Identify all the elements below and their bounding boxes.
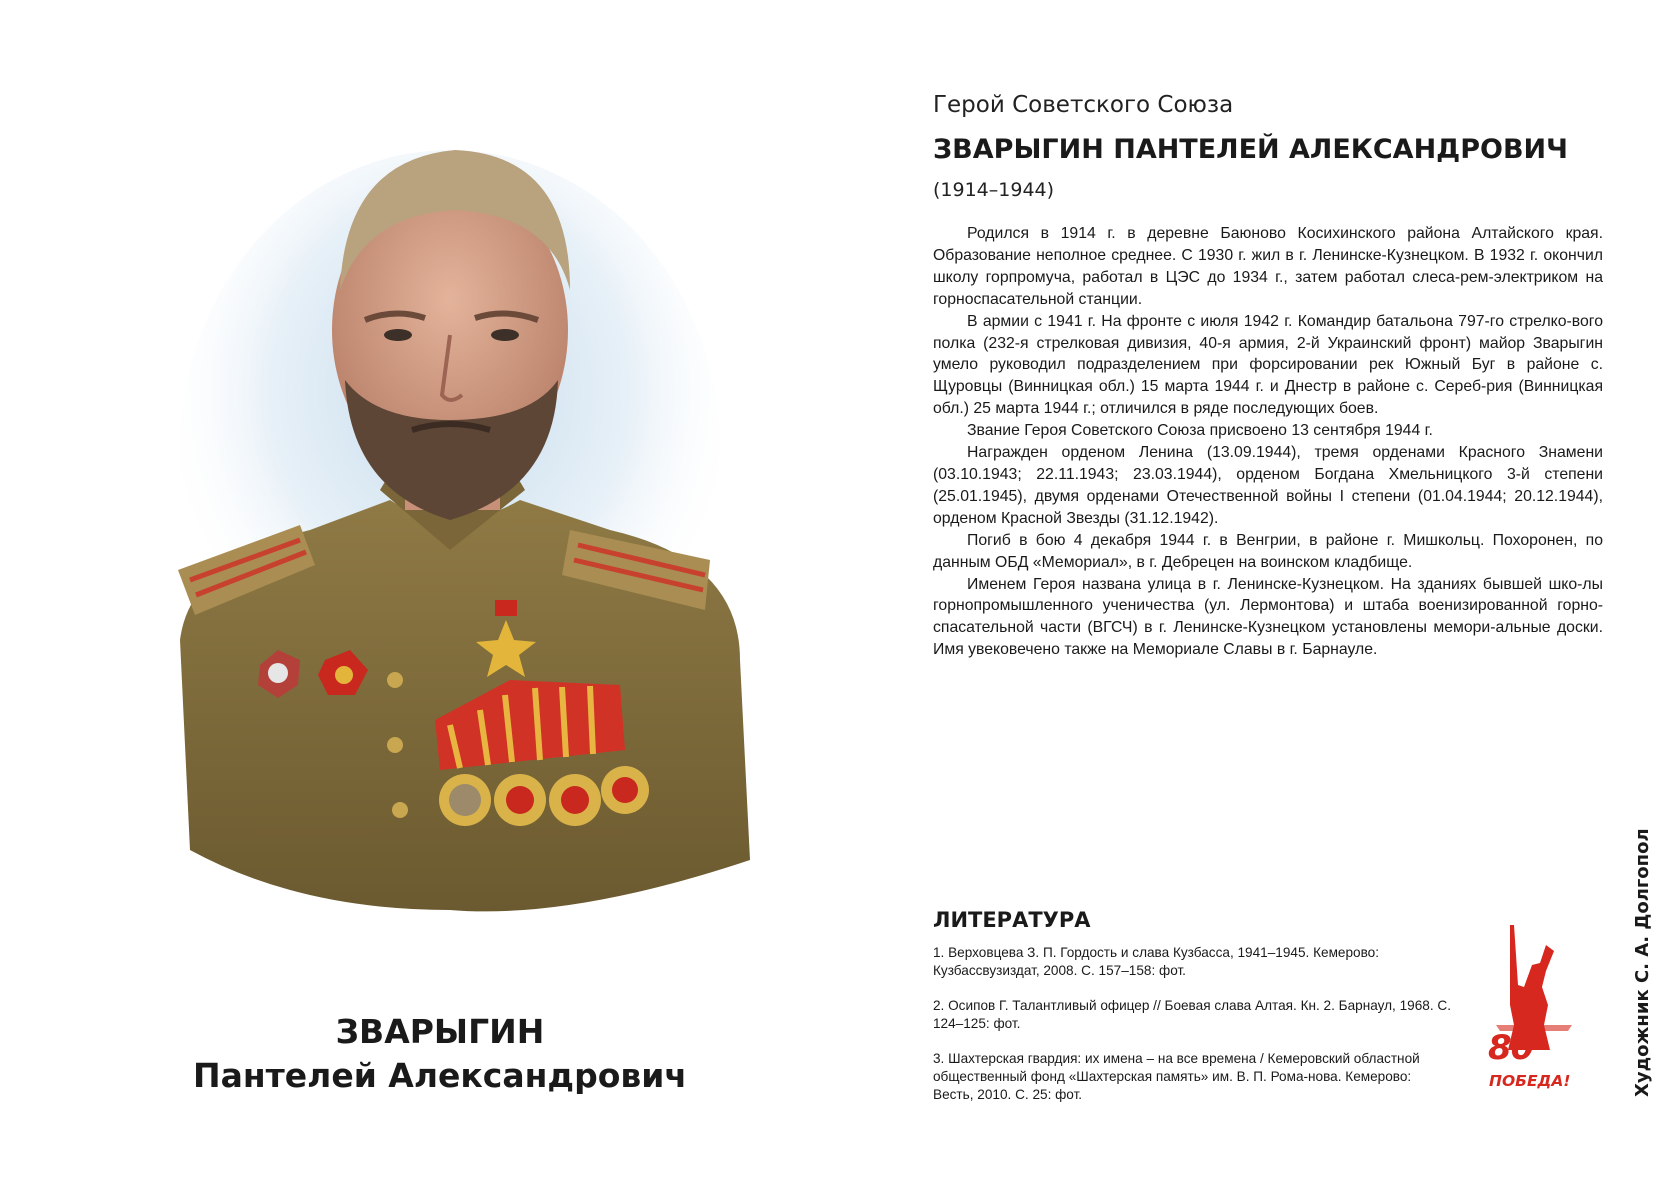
literature-section [933, 908, 1453, 1121]
biography-text [933, 223, 1603, 661]
literature-item: 2. Осипов Г. Талантливый офицер // Боевая слава Алтая. Кн. 2. Барнаул, 1968. С. 124–125: фот. [933, 998, 1451, 1031]
bio-paragraph: Звание Героя Советского Союза присвоено 13 сентября 1944 г. [967, 422, 1433, 440]
literature-title: ЛИТЕРАТУРА [933, 908, 1091, 932]
emblem-number: 80 [1488, 1028, 1534, 1068]
artist-credit-text: Художник С. А. Долгопол [1632, 828, 1653, 1097]
bio-paragraph: Погиб в бою 4 декабря 1944 г. в Венгрии, в районе г. Мишкольц. Похоронен, по данным ОБД «Мемориал», в г. Дебрецен на воинском кладбище. [933, 531, 1603, 571]
portrait-caption [150, 1010, 730, 1098]
portrait-image [150, 120, 770, 920]
artist-credit [1632, 828, 1658, 1097]
literature-item: 3. Шахтерская гвардия: их имена – на все времена / Кемеровский областной общественный фонд «Шахтерская память» им. В. П. Рома-нова. Кемерово: Весть, 2010. С. 25: фот. [933, 1051, 1420, 1102]
life-years: (1914–1944) [933, 179, 1055, 201]
hero-title: Герой Советского Союза [933, 92, 1234, 118]
emblem-word: ПОБЕДА! [1489, 1072, 1571, 1090]
bio-paragraph: В армии с 1941 г. На фронте с июля 1942 г. Командир батальона 797-го стрелко-вого полка (232-я стрелковая дивизия, 40-я армия, 2-й Украинский фронт) майор Зварыгин умело руководил подразделением при форсировании рек Южный Буг в районе с. Щуровцы (Винницкая обл.) 15 марта 1944 г. и Днестр в районе с. Сереб-рия (Винницкая обл.) 25 марта 1944 г.; отличился в ряде последующих боев. [933, 312, 1603, 418]
caption-surname: ЗВАРЫГИН [335, 1012, 545, 1051]
bio-paragraph: Родился в 1914 г. в деревне Баюново Косихинского района Алтайского края. Образование неполное среднее. С 1930 г. жил в г. Ленинске-Кузнецком. В 1932 г. окончил школу горпромуча, работал в ЦЭС до 1934 г., затем работал слеса-рем-электриком на горноспасательной станции. [933, 225, 1603, 308]
bio-paragraph: Именем Героя названа улица в г. Ленинске-Кузнецком. На зданиях бывшей шко-лы горнопромышленного ученичества (ул. Лермонтова) и штаба военизированной горно-спасательной части (ВГСЧ) в г. Ленинске-Кузнецком установлены мемори-альные доски. Имя увековечено также на Мемориале Славы в г. Барнауле. [933, 575, 1603, 659]
biography-section [933, 92, 1603, 661]
hero-name: ЗВАРЫГИН ПАНТЕЛЕЙ АЛЕКСАНДРОВИЧ [933, 134, 1568, 165]
caption-given-name: Пантелей Александрович [192, 1056, 688, 1095]
bio-paragraph: Награжден орденом Ленина (13.09.1944), тремя орденами Красного Знамени (03.10.1943; 22.11.1943; 23.03.1944), орденом Богдана Хмельницкого 3-й степени (25.01.1945), двумя орденами Отечественной войны I степени (01.04.1944; 20.12.1944), орденом Красной Звезды (31.12.1942). [933, 444, 1603, 527]
literature-item: 1. Верховцева З. П. Гордость и слава Кузбасса, 1941–1945. Кемерово: Кузбассвузиздат, 2008. С. 157–158: фот. [933, 945, 1380, 978]
